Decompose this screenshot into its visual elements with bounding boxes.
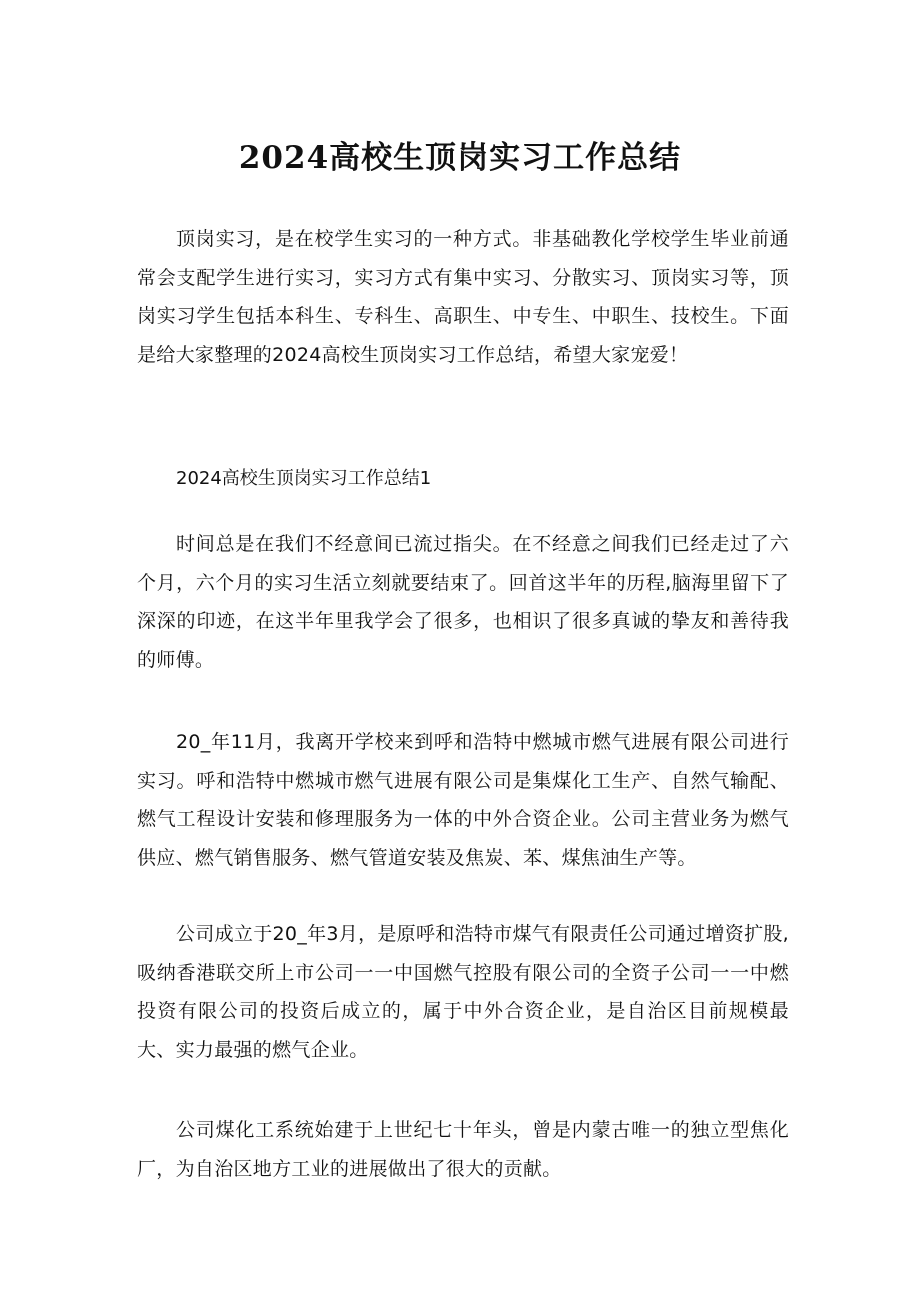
document-title: 2024高校生顶岗实习工作总结	[238, 140, 682, 176]
body-paragraph: 公司煤化工系统始建于上世纪七十年头，曾是内蒙古唯一的独立型焦化厂，为自治区地方工业的进展做出了很大的贡献。	[137, 1119, 789, 1180]
body-paragraph: 公司成立于20_年3月，是原呼和浩特市煤气有限责任公司通过增资扩股,吸纳香港联交所上市公司一一中国燃气控股有限公司的全资子公司一一中燃投资有限公司的投资后成立的，属于中外合资企业，是自治区目前规模最大、实力最强的燃气企业。	[137, 923, 790, 1061]
body-paragraph: 20_年11月，我离开学校来到呼和浩特中燃城市燃气进展有限公司进行实习。呼和浩特中燃城市燃气进展有限公司是集煤化工生产、自然气输配、燃气工程设计安装和修理服务为一体的中外合资企业。公司主营业务为燃气供应、燃气销售服务、燃气管道安装及焦炭、苯、煤焦油生产等。	[137, 731, 789, 869]
section-heading: 2024高校生顶岗实习工作总结1	[176, 468, 432, 489]
body-paragraph: 时间总是在我们不经意间已流过指尖。在不经意之间我们已经走过了六个月，六个月的实习生活立刻就要结束了。回首这半年的历程,脑海里留下了深深的印迹，在这半年里我学会了很多，也相识了很多真诚的挚友和善待我的师傅。	[137, 533, 789, 671]
intro-paragraph: 顶岗实习，是在校学生实习的一种方式。非基础教化学校学生毕业前通常会支配学生进行实习，实习方式有集中实习、分散实习、顶岗实习等，顶岗实习学生包括本科生、专科生、高职生、中专生、中职生、技校生。下面是给大家整理的2024高校生顶岗实习工作总结，希望大家宠爱！	[137, 228, 789, 366]
